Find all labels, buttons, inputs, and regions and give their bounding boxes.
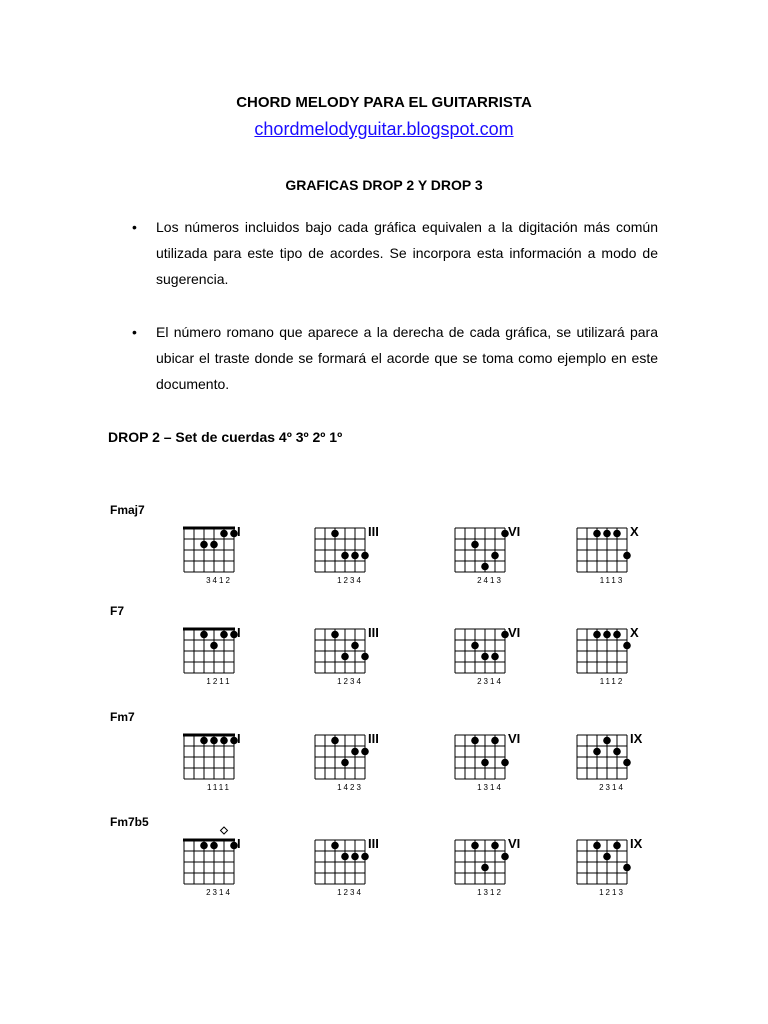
blog-link[interactable]: chordmelodyguitar.blogspot.com	[254, 119, 514, 139]
finger-dot	[481, 563, 489, 571]
finger-dot	[361, 653, 369, 661]
finger-dot	[593, 530, 601, 538]
fret-position-label: I	[237, 836, 241, 851]
document-subtitle: GRAFICAS DROP 2 Y DROP 3	[285, 177, 483, 193]
fingering-label: 1234	[337, 888, 363, 897]
fingering-label: 1423	[337, 783, 363, 792]
fret-position-label: X	[630, 524, 639, 539]
section-title: DROP 2 – Set de cuerdas 4º 3º 2º 1º	[108, 429, 343, 445]
fret-position-label: III	[368, 731, 379, 746]
fret-position-label: I	[237, 731, 241, 746]
finger-dot	[331, 530, 339, 538]
finger-dot	[481, 653, 489, 661]
finger-dot	[491, 552, 499, 560]
finger-dot	[603, 530, 611, 538]
fret-position-label: VI	[508, 524, 521, 539]
finger-dot	[603, 737, 611, 745]
fingering-label: 1211	[206, 677, 232, 686]
finger-dot	[351, 748, 359, 756]
fret-position-label: X	[630, 625, 639, 640]
fingering-label: 1112	[599, 677, 625, 686]
fret-position-label: VI	[508, 625, 521, 640]
finger-dot	[341, 759, 349, 767]
finger-dot	[613, 530, 621, 538]
finger-dot	[210, 541, 218, 549]
fret-position-label: III	[368, 524, 379, 539]
finger-dot	[361, 552, 369, 560]
chord-name: F7	[110, 604, 125, 618]
finger-dot	[481, 759, 489, 767]
finger-dot	[220, 530, 228, 538]
finger-dot	[613, 842, 621, 850]
finger-dot	[351, 853, 359, 861]
fingering-label: 1234	[337, 576, 363, 585]
finger-dot	[471, 737, 479, 745]
finger-dot	[220, 631, 228, 639]
finger-dot	[593, 748, 601, 756]
finger-dot	[351, 552, 359, 560]
fingering-label: 2314	[477, 677, 503, 686]
finger-dot	[623, 759, 631, 767]
finger-dot	[491, 737, 499, 745]
finger-dot	[200, 842, 208, 850]
finger-dot	[471, 842, 479, 850]
fret-position-label: III	[368, 836, 379, 851]
fret-position-label: VI	[508, 731, 521, 746]
finger-dot	[200, 737, 208, 745]
finger-dot	[210, 737, 218, 745]
note-item: • Los números incluidos bajo cada gráfica equivalen a la digitación más común utilizada para este tipo de acordes. Se incorpora esta información a modo de sugerencia.	[128, 214, 658, 292]
finger-dot	[623, 864, 631, 872]
finger-dot	[200, 631, 208, 639]
fret-position-label: IX	[630, 731, 643, 746]
finger-dot	[210, 642, 218, 650]
document-title: CHORD MELODY PARA EL GUITARRISTA	[236, 94, 532, 111]
fingering-label: 1314	[477, 783, 503, 792]
chord-name: Fmaj7	[110, 503, 145, 517]
finger-dot	[331, 842, 339, 850]
finger-dot	[501, 759, 509, 767]
note-item: • El número romano que aparece a la derecha de cada gráfica, se utilizará para ubicar el traste donde se formará el acorde que se toma como ejemplo en este documento.	[128, 319, 658, 397]
finger-dot	[501, 853, 509, 861]
fingering-label: 1113	[599, 576, 625, 585]
finger-dot	[613, 748, 621, 756]
fingering-label: 3412	[206, 576, 232, 585]
fingering-label: 1234	[337, 677, 363, 686]
finger-dot	[593, 842, 601, 850]
fingering-label: 2314	[206, 888, 232, 897]
finger-dot	[361, 853, 369, 861]
finger-dot	[341, 653, 349, 661]
finger-dot	[491, 653, 499, 661]
finger-dot	[593, 631, 601, 639]
finger-dot	[471, 642, 479, 650]
finger-dot	[623, 552, 631, 560]
open-marker-icon	[221, 827, 228, 834]
finger-dot	[331, 737, 339, 745]
fingering-label: 1111	[206, 783, 232, 792]
chord-name: Fm7	[110, 710, 135, 724]
fingering-label: 1312	[477, 888, 503, 897]
finger-dot	[341, 552, 349, 560]
chord-diagrams-area	[0, 490, 768, 910]
finger-dot	[603, 853, 611, 861]
finger-dot	[210, 842, 218, 850]
fingering-label: 2314	[599, 783, 625, 792]
fingering-label: 1213	[599, 888, 625, 897]
fingering-label: 2413	[477, 576, 503, 585]
finger-dot	[361, 748, 369, 756]
chord-name: Fm7b5	[110, 815, 149, 829]
finger-dot	[220, 737, 228, 745]
finger-dot	[200, 541, 208, 549]
fret-position-label: VI	[508, 836, 521, 851]
finger-dot	[341, 853, 349, 861]
finger-dot	[623, 642, 631, 650]
notes-list	[128, 214, 658, 424]
finger-dot	[481, 864, 489, 872]
finger-dot	[491, 842, 499, 850]
fret-position-label: I	[237, 625, 241, 640]
finger-dot	[471, 541, 479, 549]
fret-position-label: I	[237, 524, 241, 539]
finger-dot	[351, 642, 359, 650]
fret-position-label: III	[368, 625, 379, 640]
fret-position-label: IX	[630, 836, 643, 851]
finger-dot	[613, 631, 621, 639]
finger-dot	[603, 631, 611, 639]
finger-dot	[331, 631, 339, 639]
